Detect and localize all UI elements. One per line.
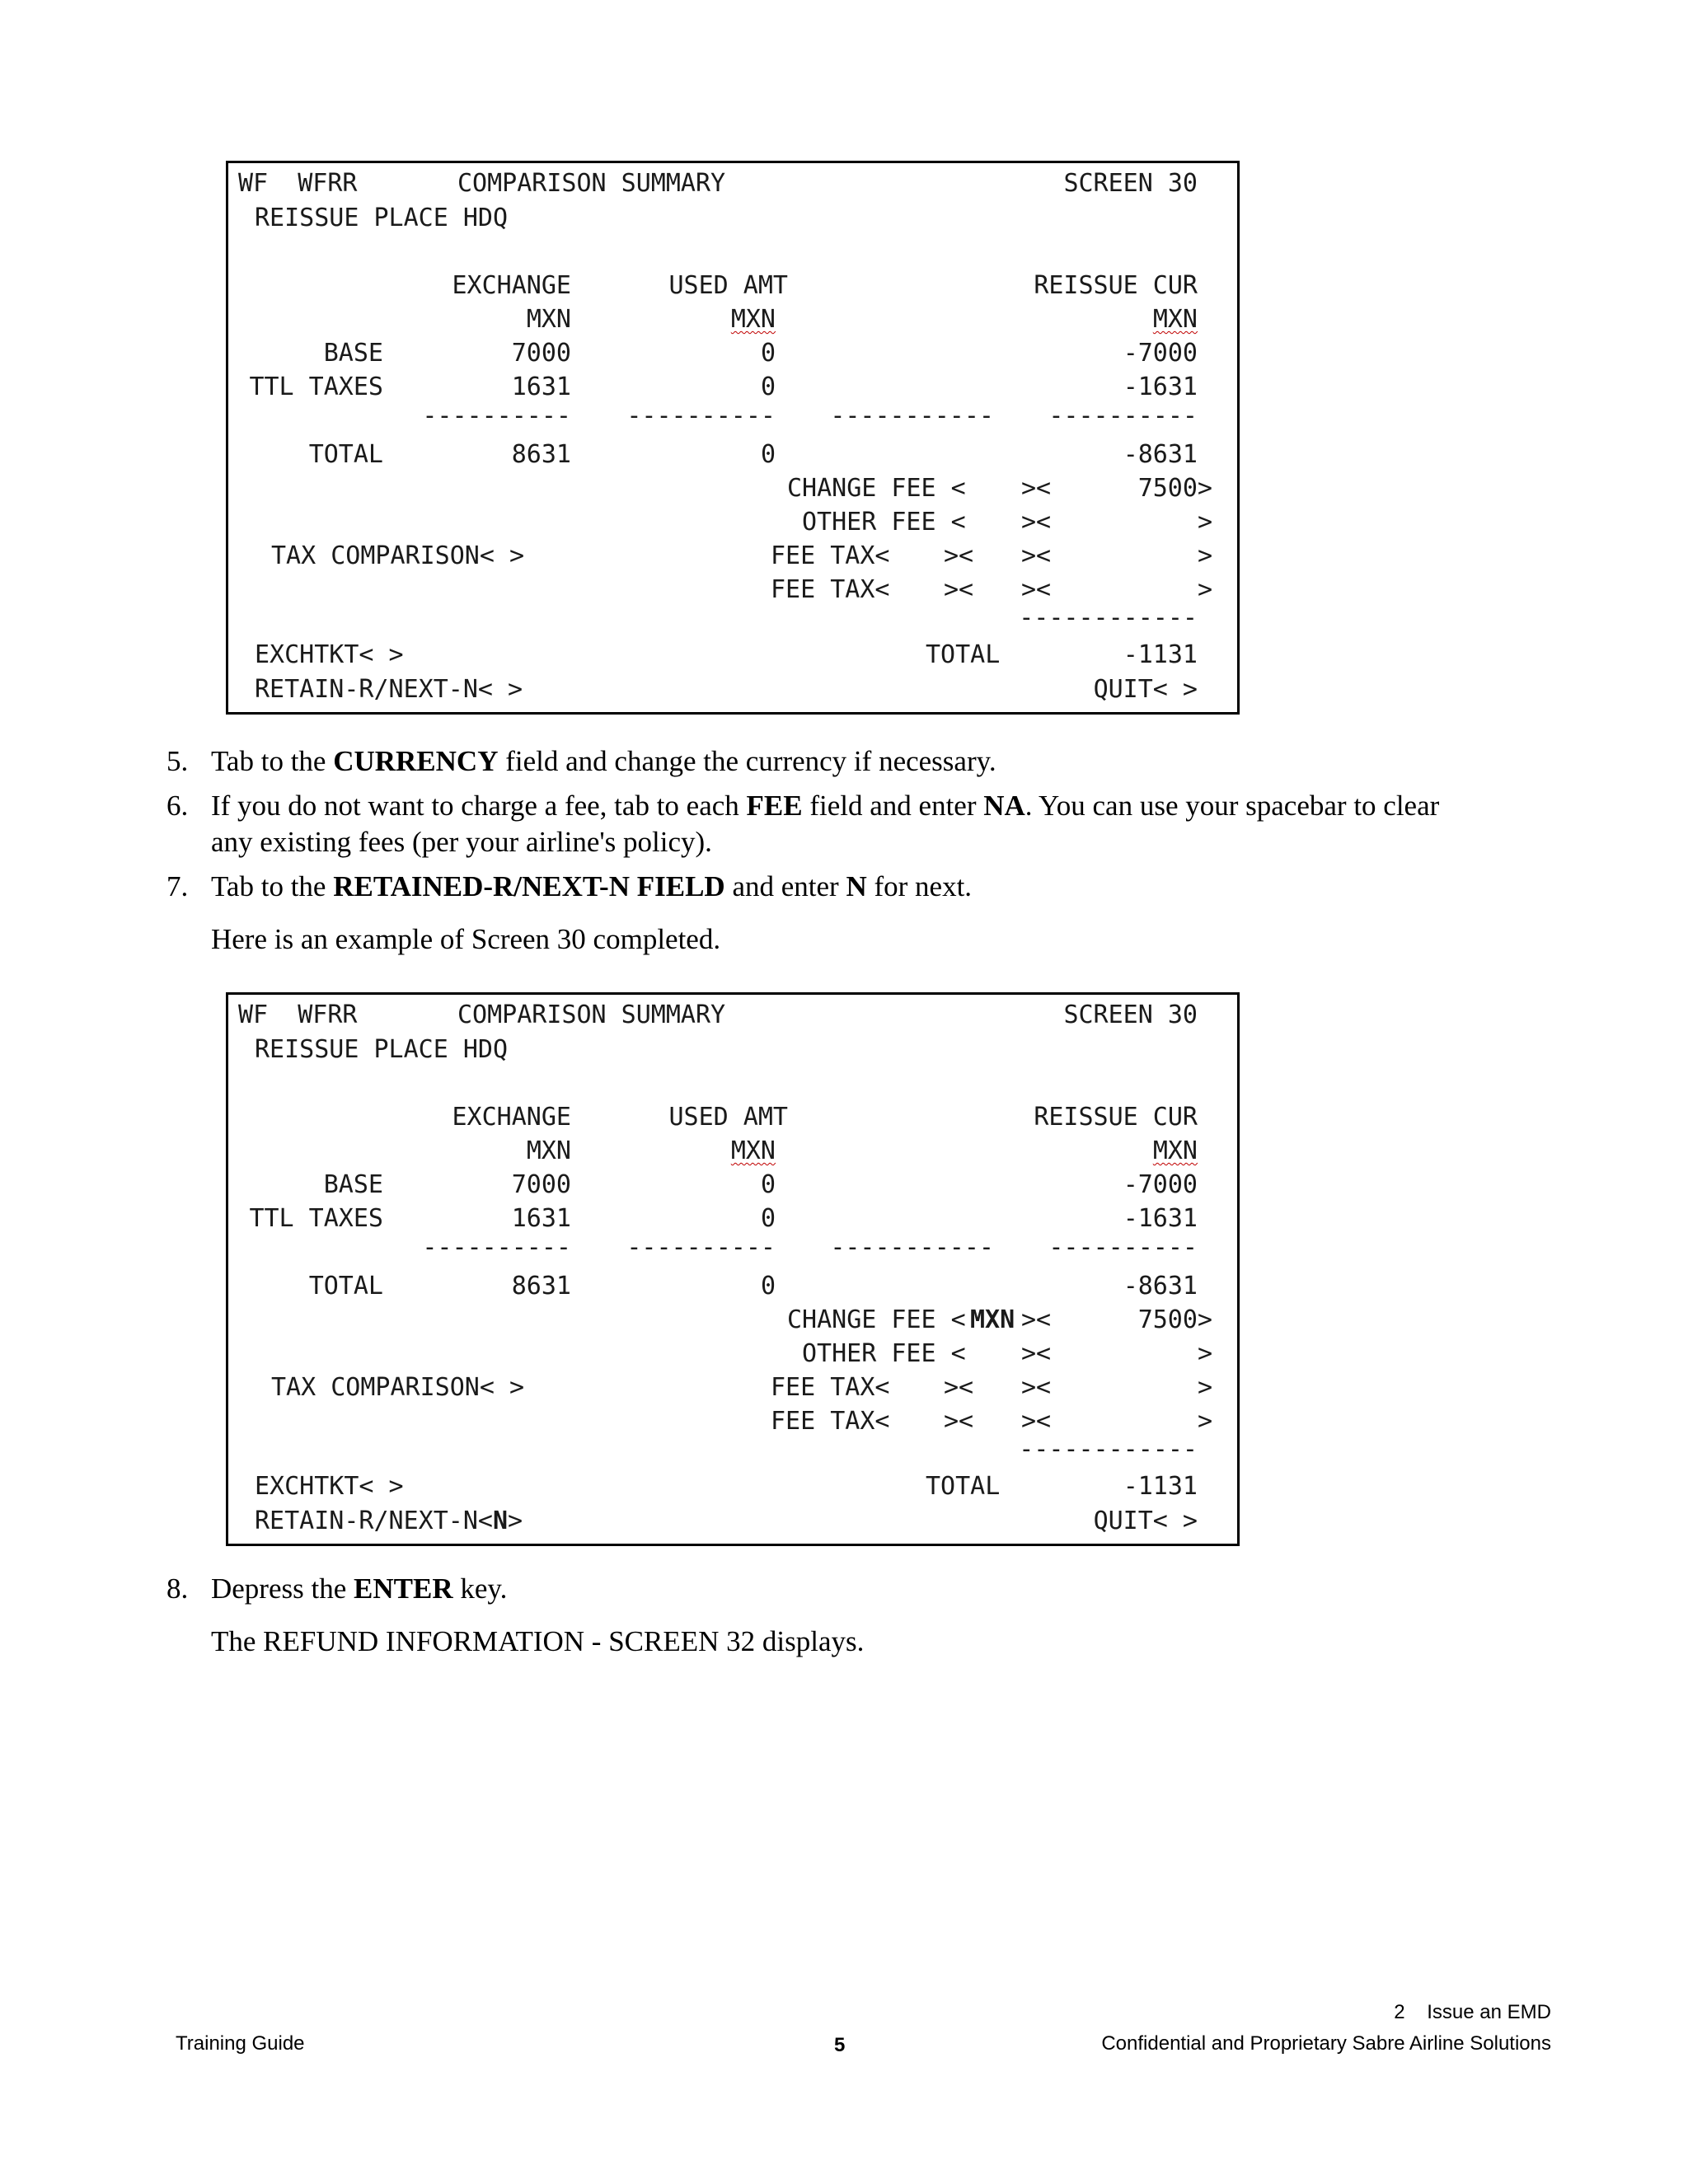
taxes-label: TTL TAXES	[249, 373, 383, 401]
dash-exchange: ----------	[422, 1233, 571, 1262]
step-6-text-a: If you do not want to charge a fee, tab to each	[211, 790, 747, 822]
retain-next-label: RETAIN-R/NEXT-N<	[255, 1507, 493, 1535]
retain-next-value[interactable]: N	[492, 1507, 509, 1535]
cur-exchange: MXN	[526, 1137, 571, 1165]
other-fee-amount-field[interactable]: >	[1197, 508, 1212, 537]
step-8-text-c: key.	[452, 1572, 508, 1605]
cur-used: MXN	[730, 305, 776, 334]
change-fee-label: CHANGE FEE <	[787, 1305, 966, 1334]
cur-reissue: MXN	[1152, 305, 1198, 334]
tax-comparison-field[interactable]: TAX COMPARISON< >	[271, 541, 525, 570]
step-5-text-c: field and change the currency if necessary.	[498, 745, 996, 777]
change-fee-amount-field[interactable]: 7500>	[1137, 1305, 1212, 1334]
col-used-amt: USED AMT	[668, 1103, 788, 1132]
step-6-na: NA	[983, 790, 1025, 822]
change-fee-separator: ><	[1021, 1305, 1052, 1334]
fee-tax-2-sep-b: ><	[1021, 575, 1052, 604]
retain-next-field[interactable]	[255, 1507, 523, 1535]
step-8-text-a: Depress the	[211, 1572, 354, 1605]
footer-section-title: Issue an EMD	[1427, 2001, 1551, 2023]
taxes-used: 0	[760, 373, 776, 401]
step-6-text-c: field and enter	[802, 790, 984, 822]
fee-tax-1-amount-field[interactable]: >	[1197, 541, 1212, 570]
change-fee-currency-field[interactable]: MXN	[970, 1305, 1015, 1334]
dash-exchange: ----------	[422, 401, 571, 430]
grand-total-value: -1131	[1123, 640, 1198, 669]
header-id: WF WFRR	[238, 169, 358, 198]
fee-tax-1-sep-b: ><	[1021, 541, 1052, 570]
total-label: TOTAL	[308, 1272, 383, 1301]
total-used: 0	[760, 440, 776, 469]
quit-field[interactable]: QUIT< >	[1093, 1507, 1198, 1535]
taxes-used: 0	[760, 1204, 776, 1233]
tax-comparison-field[interactable]: TAX COMPARISON< >	[271, 1373, 525, 1402]
step-5-currency: CURRENCY	[333, 745, 499, 777]
fee-tax-1-sep-a: ><	[944, 1373, 974, 1402]
step-5-text-a: Tab to the	[211, 745, 334, 777]
screen-title: COMPARISON SUMMARY	[457, 1001, 726, 1029]
step-7-text-a: Tab to the	[211, 870, 334, 902]
terminal-screen-30-completed	[226, 992, 1240, 1546]
reissue-place: REISSUE PLACE HDQ	[255, 1035, 509, 1064]
fee-tax-2-label: FEE TAX<	[771, 1407, 890, 1436]
step-5-text	[211, 743, 1546, 780]
screen-number: SCREEN 30	[1063, 1001, 1198, 1029]
exchtkt-field[interactable]: EXCHTKT< >	[255, 640, 404, 669]
col-exchange: EXCHANGE	[452, 271, 571, 300]
taxes-label: TTL TAXES	[249, 1204, 383, 1233]
other-fee-label: OTHER FEE <	[802, 508, 966, 537]
dash-mid: -----------	[830, 401, 994, 430]
step-7-text-e: for next.	[866, 870, 973, 902]
fee-tax-1-sep-b: ><	[1021, 1373, 1052, 1402]
step-7-text	[211, 869, 1546, 905]
total-exchange: 8631	[511, 1272, 571, 1301]
dash-used: ----------	[626, 401, 776, 430]
retain-next-field[interactable]: RETAIN-R/NEXT-N< >	[255, 675, 523, 704]
fee-tax-2-label: FEE TAX<	[771, 575, 890, 604]
col-exchange: EXCHANGE	[452, 1103, 571, 1132]
cur-used: MXN	[730, 1137, 776, 1165]
screen-number: SCREEN 30	[1063, 169, 1198, 198]
separator-line: ------------	[1019, 1435, 1198, 1464]
step-8-text	[211, 1571, 1546, 1607]
fee-tax-2-sep-a: ><	[944, 575, 974, 604]
taxes-exchange: 1631	[511, 1204, 571, 1233]
fee-tax-2-sep-a: ><	[944, 1407, 974, 1436]
other-fee-separator: ><	[1021, 1339, 1052, 1368]
grand-total-label: TOTAL	[926, 1472, 1001, 1501]
screen-title: COMPARISON SUMMARY	[457, 169, 726, 198]
fee-tax-1-amount-field[interactable]: >	[1197, 1373, 1212, 1402]
step-6-fee: FEE	[746, 790, 803, 822]
fee-tax-1-label: FEE TAX<	[771, 541, 890, 570]
fee-tax-1-label: FEE TAX<	[771, 1373, 890, 1402]
step-8	[0, 1571, 1688, 1620]
step-6-text	[211, 788, 1546, 860]
fee-tax-2-sep-b: ><	[1021, 1407, 1052, 1436]
footer-section	[1394, 2001, 1551, 2024]
base-exchange: 7000	[511, 339, 571, 368]
taxes-exchange: 1631	[511, 373, 571, 401]
step-6	[0, 788, 1688, 870]
step-6-text-f: any existing fees (per your airline's policy).	[211, 826, 712, 858]
step-7-field: RETAINED-R/NEXT-N FIELD	[333, 870, 725, 902]
change-fee-separator: ><	[1021, 474, 1052, 503]
col-reissue-cur: REISSUE CUR	[1034, 1103, 1198, 1132]
taxes-reissue: -1631	[1123, 373, 1198, 401]
change-fee-amount-field[interactable]: 7500>	[1137, 474, 1212, 503]
step-7-number: 7.	[166, 870, 189, 902]
col-reissue-cur: REISSUE CUR	[1034, 271, 1198, 300]
separator-line: ------------	[1019, 603, 1198, 632]
base-used: 0	[760, 339, 776, 368]
grand-total-value: -1131	[1123, 1472, 1198, 1501]
step-7-n: N	[846, 870, 867, 902]
base-label: BASE	[323, 1170, 383, 1199]
step-5-number: 5.	[166, 745, 189, 777]
example-intro: Here is an example of Screen 30 completed.	[211, 923, 721, 955]
taxes-reissue: -1631	[1123, 1204, 1198, 1233]
reissue-place: REISSUE PLACE HDQ	[255, 204, 509, 232]
refund-note: The REFUND INFORMATION - SCREEN 32 displays.	[211, 1625, 865, 1657]
footer-right: Confidential and Proprietary Sabre Airline Solutions	[1101, 2032, 1551, 2055]
total-label: TOTAL	[308, 440, 383, 469]
total-exchange: 8631	[511, 440, 571, 469]
footer-section-number: 2	[1394, 2001, 1405, 2023]
retain-next-close: >	[508, 1507, 523, 1535]
other-fee-separator: ><	[1021, 508, 1052, 537]
col-used-amt: USED AMT	[668, 271, 788, 300]
other-fee-label: OTHER FEE <	[802, 1339, 966, 1368]
dash-mid: -----------	[830, 1233, 994, 1262]
terminal-screen-30-blank	[226, 161, 1240, 715]
step-5	[0, 743, 1688, 793]
base-label: BASE	[323, 339, 383, 368]
grand-total-label: TOTAL	[926, 640, 1001, 669]
dash-reissue: ----------	[1048, 401, 1198, 430]
cur-reissue: MXN	[1152, 1137, 1198, 1165]
quit-field[interactable]: QUIT< >	[1093, 675, 1198, 704]
total-reissue: -8631	[1123, 440, 1198, 469]
footer-left: Training Guide	[176, 2032, 305, 2055]
total-used: 0	[760, 1272, 776, 1301]
step-7	[0, 869, 1688, 918]
base-exchange: 7000	[511, 1170, 571, 1199]
step-6-text-e: . You can use your spacebar to clear	[1025, 790, 1440, 822]
step-7-text-c: and enter	[724, 870, 846, 902]
step-8-enter: ENTER	[354, 1572, 453, 1605]
change-fee-label: CHANGE FEE <	[787, 474, 966, 503]
total-reissue: -8631	[1123, 1272, 1198, 1301]
exchtkt-field[interactable]: EXCHTKT< >	[255, 1472, 404, 1501]
dash-used: ----------	[626, 1233, 776, 1262]
footer-page-number: 5	[834, 2034, 846, 2056]
fee-tax-2-amount-field[interactable]: >	[1197, 1407, 1212, 1436]
cur-exchange: MXN	[526, 305, 571, 334]
base-used: 0	[760, 1170, 776, 1199]
step-6-number: 6.	[166, 790, 189, 822]
base-reissue: -7000	[1123, 339, 1198, 368]
fee-tax-2-amount-field[interactable]: >	[1197, 575, 1212, 604]
header-id: WF WFRR	[238, 1001, 358, 1029]
other-fee-amount-field[interactable]: >	[1197, 1339, 1212, 1368]
base-reissue: -7000	[1123, 1170, 1198, 1199]
fee-tax-1-sep-a: ><	[944, 541, 974, 570]
step-8-number: 8.	[166, 1572, 189, 1605]
dash-reissue: ----------	[1048, 1233, 1198, 1262]
